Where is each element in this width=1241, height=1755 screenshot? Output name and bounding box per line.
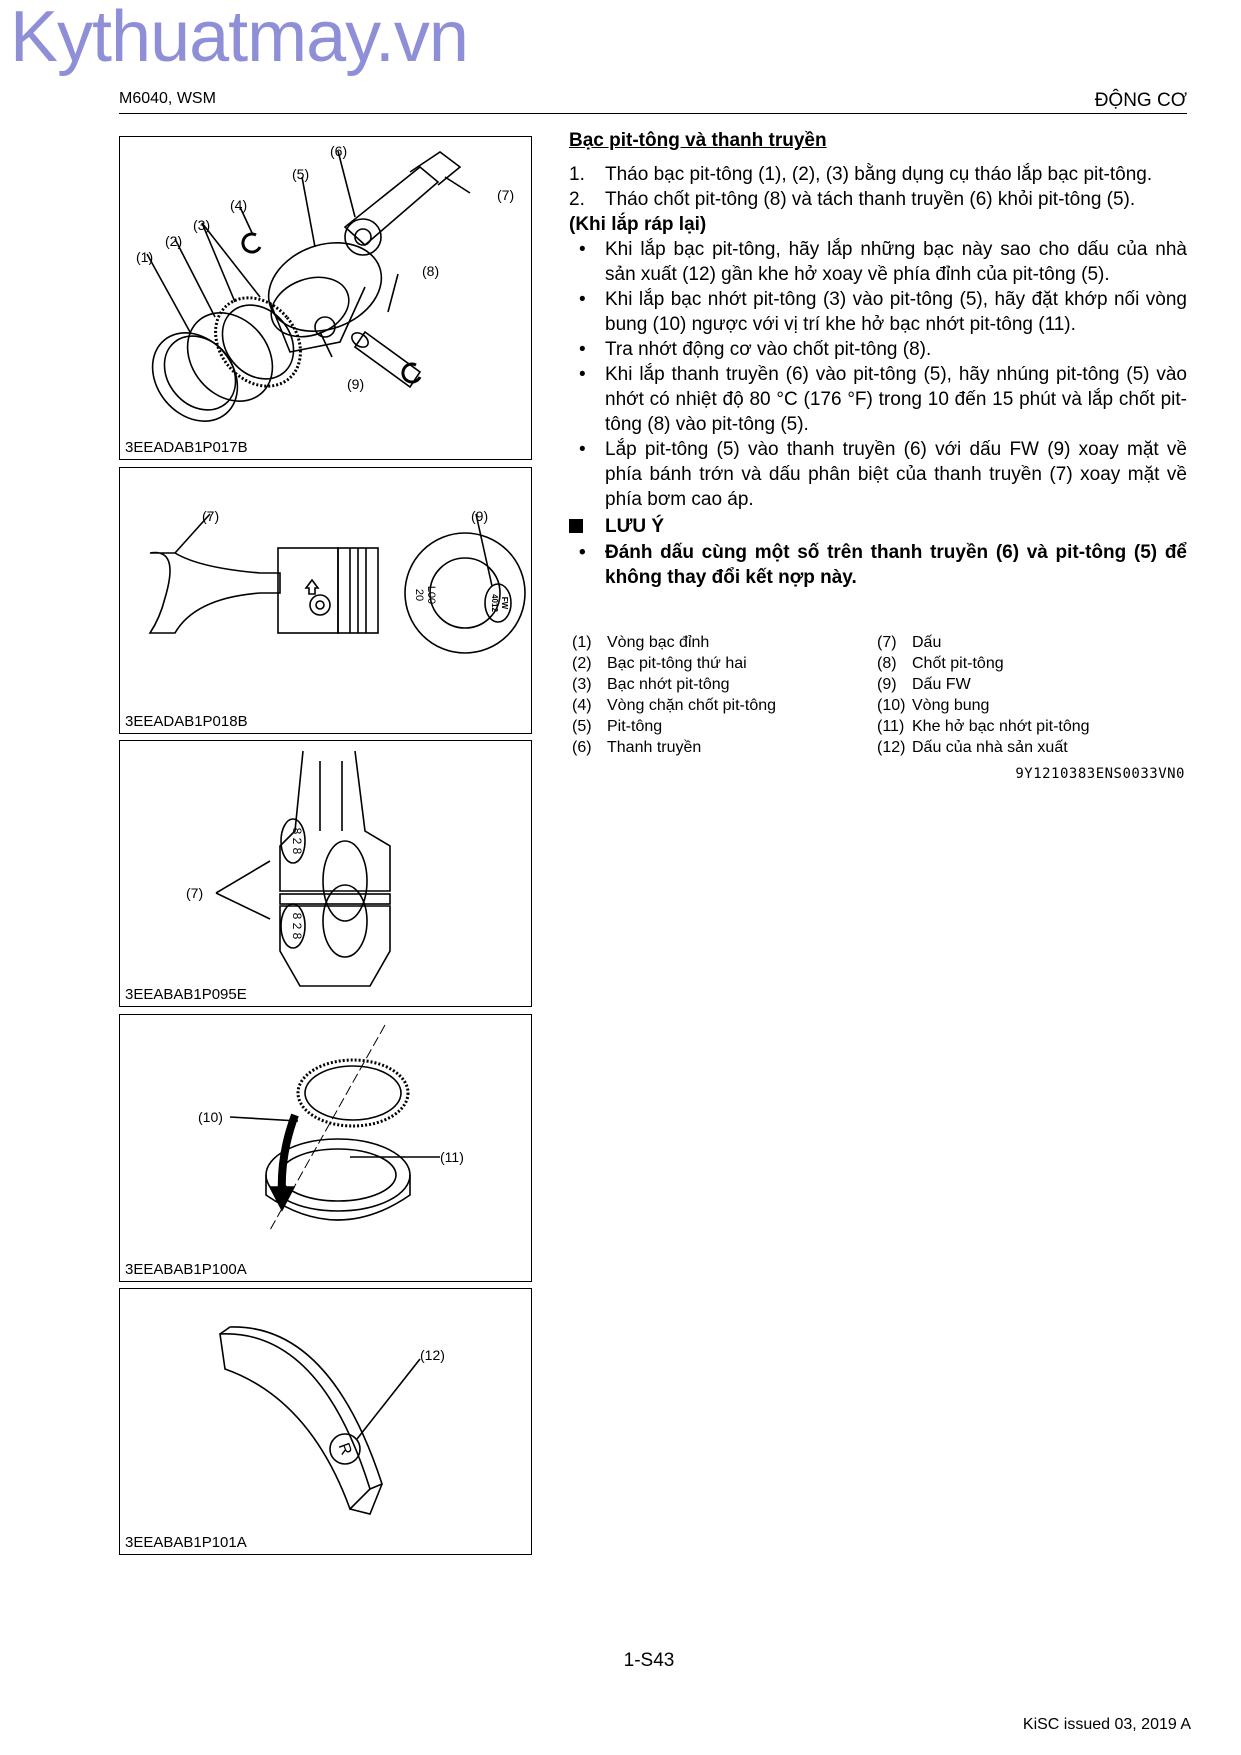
legend-row xyxy=(572,632,1182,653)
rod-marks-illustration xyxy=(120,741,533,1008)
legend-text: Pit-tông xyxy=(607,718,663,735)
step-text: Tháo bạc pit-tông (1), (2), (3) bằng dụng cụ tháo lắp bạc pit-tông. xyxy=(605,164,1153,185)
bullet-text: Khi lắp thanh truyền (6) vào pit-tông (5), hãy nhúng pit-tông (5) vào nhớt có nhiệt độ 80 °C (176 °F) trong 10 đến 15 phút và lắp chốt pit-tông (8) vào pit-tông (5). xyxy=(605,364,1187,435)
fig5-r-mark: R xyxy=(334,1440,355,1458)
bullet-text: Khi lắp bạc pit-tông, hãy lắp những bạc này sao cho dấu của nhà sản xuất (12) gần khe hở xoay về phía đỉnh của pit-tông (5). xyxy=(605,239,1187,285)
legend-text: Chốt pit-tông xyxy=(912,655,1004,672)
watermark: Kythuatmay.vn xyxy=(10,0,468,77)
fig5-code: 3EEABAB1P101A xyxy=(125,1534,247,1551)
bullet-text: Lắp pit-tông (5) vào thanh truyền (6) với dấu FW (9) xoay mặt về phía bánh trớn và dấu phân biệt của thanh truyền (7) xoay mặt về phía bơm cao áp. xyxy=(605,439,1187,510)
reassembly-bullet: • Khi lắp bạc pit-tông, hãy lắp những bạc này sao cho dấu của nhà sản xuất (12) gần khe hở xoay về phía đỉnh của pit-tông (5). xyxy=(579,239,1187,285)
reassembly-bullet: • Khi lắp bạc nhớt pit-tông (3) vào pit-tông (5), hãy đặt khớp nối vòng bung (10) ngược với vị trí khe hở bạc nhớt pit-tông (11). xyxy=(579,289,1187,335)
reassembly-bullet: • Tra nhớt động cơ vào chốt pit-tông (8). xyxy=(569,337,1187,362)
fig3-code: 3EEABAB1P095E xyxy=(125,986,247,1003)
fig1-label-4: (4) xyxy=(230,197,248,213)
legend-number: (10) xyxy=(877,697,906,714)
legend-row xyxy=(572,737,1182,758)
header-section: ĐỘNG CƠ xyxy=(1094,90,1187,111)
bullet-text: Khi lắp bạc nhớt pit-tông (3) vào pit-tông (5), hãy đặt khớp nối vòng bung (10) ngược với vị trí khe hở bạc nhớt pit-tông (11). xyxy=(605,289,1187,335)
bullet-text: Tra nhớt động cơ vào chốt pit-tông (8). xyxy=(605,339,932,360)
fig1-label-1: (1) xyxy=(136,249,154,265)
fig1-label-8: (8) xyxy=(422,263,440,279)
manufacturer-mark-illustration xyxy=(120,1289,533,1556)
fig4-label-10: (10) xyxy=(198,1109,223,1125)
legend-row xyxy=(572,695,1182,716)
issue-info: KiSC issued 03, 2019 A xyxy=(1022,1716,1191,1733)
fig1-label-5: (5) xyxy=(292,166,310,182)
legend-text: Bạc pit-tông thứ hai xyxy=(607,655,747,672)
legend-text: Thanh truyền xyxy=(607,739,702,756)
fig3-mark-upper: 8 2 8 xyxy=(290,827,304,855)
section-title: Bạc pit-tông và thanh truyền xyxy=(569,130,827,151)
note-bullet: • Đánh dấu cùng một số trên thanh truyền (6) và pit-tông (5) để không thay đổi kết nợp này. xyxy=(579,542,1187,588)
step-1 xyxy=(569,162,1187,187)
legend-text: Dấu của nhà sản xuất xyxy=(912,739,1068,756)
parts-legend xyxy=(572,632,1182,758)
header-model: M6040, WSM xyxy=(119,90,216,107)
fig3-mark-lower: 8 2 8 xyxy=(290,912,304,940)
step-2 xyxy=(569,187,1187,212)
figure-rod-orientation xyxy=(119,467,532,734)
reassembly-heading: (Khi lắp ráp lại) xyxy=(569,214,707,235)
reference-code: 9Y1210383ENS0033VN0 xyxy=(1015,766,1185,782)
step-text: Tháo chốt pit-tông (8) và tách thanh truyền (6) khỏi pit-tông (5). xyxy=(605,189,1136,210)
fig3-label-7: (7) xyxy=(186,885,204,901)
legend-number: (7) xyxy=(877,634,897,651)
reassembly-bullet: • Lắp pit-tông (5) vào thanh truyền (6) với dấu FW (9) xoay mặt về phía bánh trớn và dấu phân biệt của thanh truyền (7) xoay mặt về phía bơm cao áp. xyxy=(579,439,1187,510)
note-heading xyxy=(569,514,1187,540)
fig1-label-7: (7) xyxy=(497,187,515,203)
legend-row xyxy=(572,716,1182,737)
legend-text: Bạc nhớt pit-tông xyxy=(607,676,730,693)
legend-text: Dấu FW xyxy=(912,676,971,693)
legend-text: Khe hở bạc nhớt pit-tông xyxy=(912,718,1090,735)
legend-number: (4) xyxy=(572,697,592,714)
figure-manufacturer-mark xyxy=(119,1288,532,1555)
fig2-code: 3EEADAB1P018B xyxy=(125,713,248,730)
reassembly-bullet: • Khi lắp thanh truyền (6) vào pit-tông (5), hãy nhúng pit-tông (5) vào nhớt có nhiệt độ 80 °C (176 °F) trong 10 đến 15 phút và lắp chốt pit-tông (8) vào pit-tông (5). xyxy=(579,364,1187,435)
fig4-label-11: (11) xyxy=(440,1149,464,1165)
fig5-label-12: (12) xyxy=(420,1347,445,1363)
legend-text: Vòng bạc đỉnh xyxy=(607,634,710,651)
fig2-label-7: (7) xyxy=(202,508,220,524)
expander-ring-illustration xyxy=(120,1015,533,1283)
legend-number: (11) xyxy=(877,718,905,735)
note-square-icon xyxy=(569,514,605,540)
header-divider xyxy=(119,113,1187,114)
fig1-label-2: (2) xyxy=(165,233,183,249)
legend-number: (2) xyxy=(572,655,592,672)
legend-text: Vòng chặn chốt pit-tông xyxy=(607,697,777,714)
legend-row xyxy=(572,653,1182,674)
fig2-mark-l00: L00 xyxy=(425,585,437,605)
legend-number: (1) xyxy=(572,634,592,651)
legend-number: (5) xyxy=(572,718,592,735)
piston-exploded-illustration xyxy=(120,137,533,461)
step-number: 2. xyxy=(569,189,585,210)
legend-text: Dấu xyxy=(912,634,942,651)
fig2-label-9: (9) xyxy=(471,508,489,524)
fig1-code: 3EEADAB1P017B xyxy=(125,439,248,456)
legend-text: Vòng bung xyxy=(912,697,990,714)
note-heading-text: LƯU Ý xyxy=(605,516,665,537)
fig2-mark-fw: FW xyxy=(500,596,509,610)
legend-number: (9) xyxy=(877,676,897,693)
legend-row xyxy=(572,674,1182,695)
legend-number: (8) xyxy=(877,655,897,672)
figure-expander-ring xyxy=(119,1014,532,1282)
figure-piston-exploded xyxy=(119,136,532,460)
fig1-label-6: (6) xyxy=(330,143,348,159)
fig1-label-9: (9) xyxy=(347,376,365,392)
legend-number: (6) xyxy=(572,739,592,756)
fig4-code: 3EEABAB1P100A xyxy=(125,1261,247,1278)
procedure-steps xyxy=(569,162,1187,590)
fig2-mark-fw-num: 4012 xyxy=(490,594,499,612)
fig1-label-3: (3) xyxy=(193,217,211,233)
legend-number: (12) xyxy=(877,739,906,756)
note-bullet-text: Đánh dấu cùng một số trên thanh truyền (6) và pit-tông (5) để không thay đổi kết nợp này. xyxy=(605,542,1187,588)
legend-number: (3) xyxy=(572,676,592,693)
figure-rod-marks xyxy=(119,740,532,1007)
page-number: 1-S43 xyxy=(623,1650,675,1671)
step-number: 1. xyxy=(569,164,585,185)
fig2-mark-20: 20 xyxy=(413,588,425,602)
